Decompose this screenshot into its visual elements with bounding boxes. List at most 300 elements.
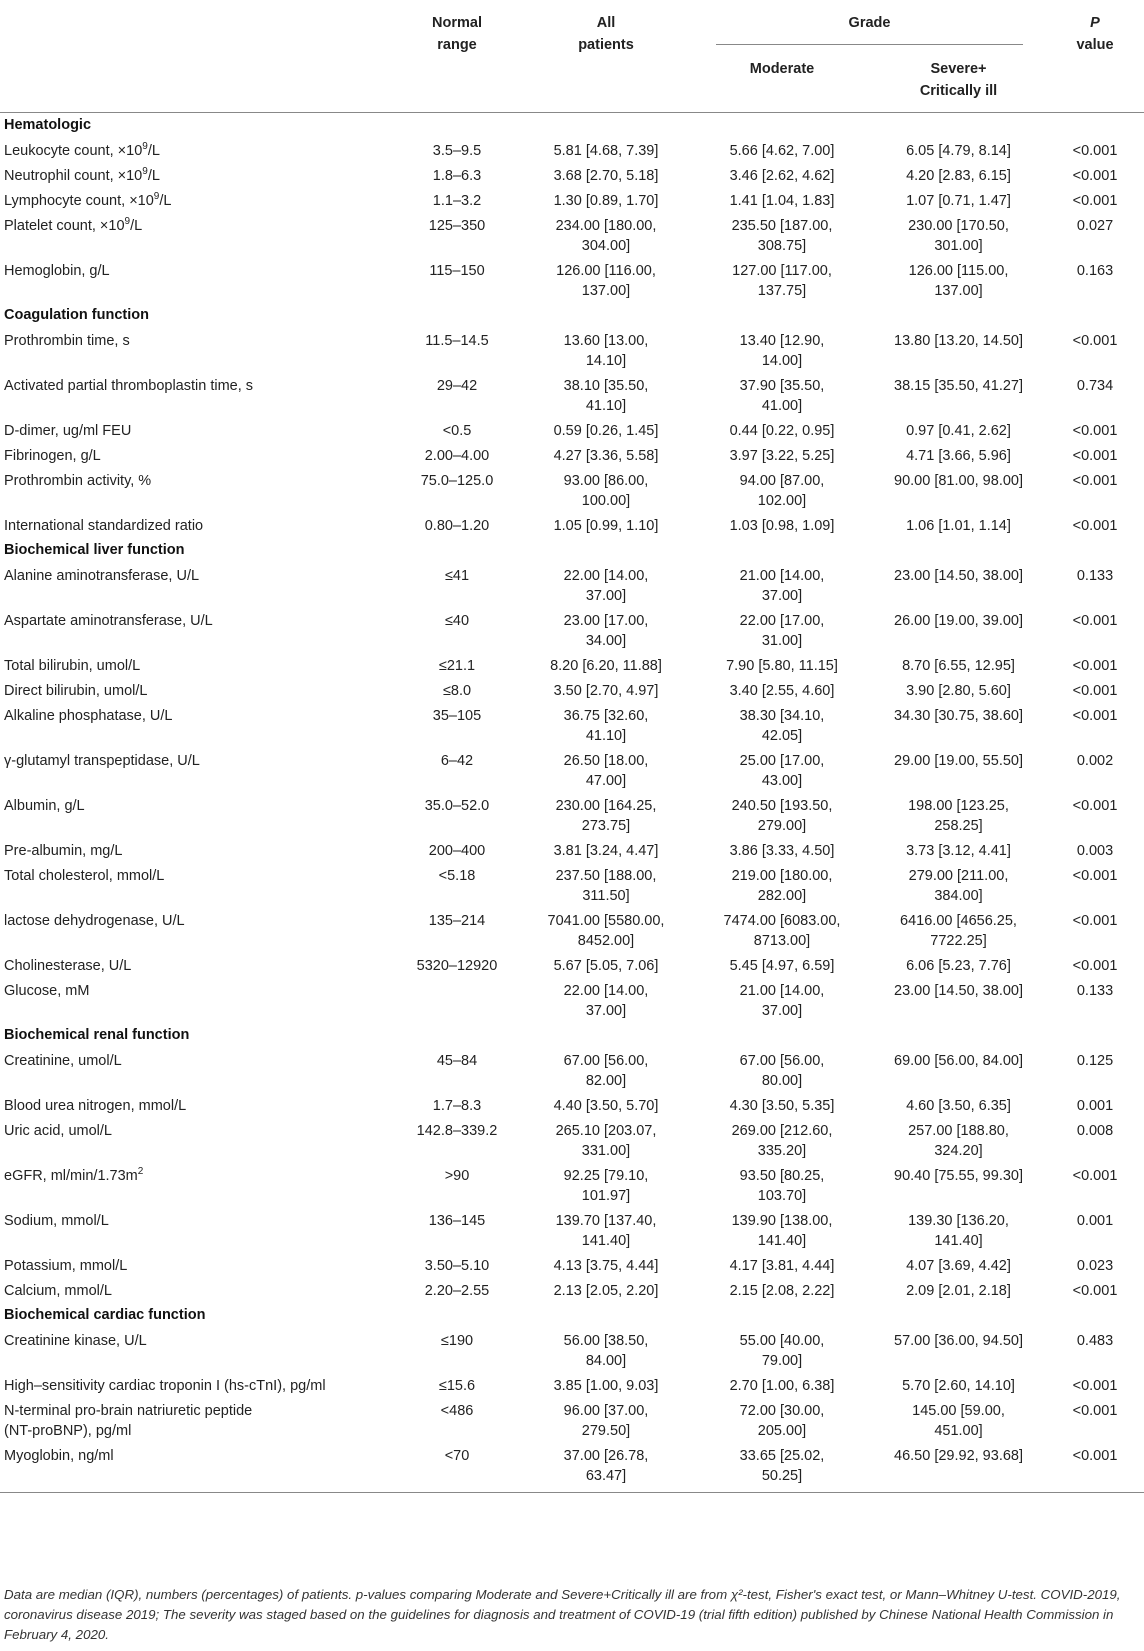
normal-range-cell: 135–214 [428,913,486,929]
normal-range-cell: 35–105 [432,708,482,724]
cell-line: 63.47] [585,1468,627,1484]
table-row [0,908,1144,953]
table-row [0,1253,1144,1278]
all-patients-cell [519,1398,693,1443]
row-label [0,1278,395,1303]
cell-line: 257.00 [188.80, [908,1123,1009,1139]
severe-cell [871,1398,1046,1443]
cell-line: 56.00 [38.50, [563,1333,649,1349]
severe-cell [871,213,1046,258]
moderate-cell [693,793,871,838]
severe-cell [871,678,1046,703]
cell-line: 137.00] [934,283,983,299]
cell-line: 90.00 [81.00, 98.00] [894,473,1023,489]
severe-cell [871,468,1046,513]
normal-range-cell: 200–400 [428,843,486,859]
cell-line: 37.00] [585,1003,627,1019]
cell-line: 126.00 [115.00, [908,263,1009,279]
cell-line: 55.00 [40.00, [739,1333,825,1349]
cell-line: 7.90 [5.80, 11.15] [726,658,838,674]
normal-range-cell: 1.8–6.3 [432,168,482,184]
normal-range-cell: ≤41 [444,568,470,584]
row-label [0,793,395,838]
table-row [0,608,1144,653]
all-patients-cell [519,1208,693,1253]
cell-line: 126.00 [116.00, [556,263,656,279]
all-patients-cell [519,838,693,863]
moderate-cell [693,1278,871,1303]
severe-cell [871,373,1046,418]
header-p-value-line1: P [1090,15,1100,31]
table-row [0,1118,1144,1163]
row-label [0,163,395,188]
cell-line: 2.09 [2.01, 2.18] [906,1283,1011,1299]
cell-line: 96.00 [37.00, [563,1403,649,1419]
cell-line: 31.00] [761,633,803,649]
row-label-text: Platelet count, ×10 [4,218,125,234]
severe-cell [871,188,1046,213]
moderate-cell [693,978,871,1023]
cell-line: 237.50 [188.00, [555,868,657,884]
cell-line: 94.00 [87.00, [739,473,825,489]
all-patients-cell [519,793,693,838]
cell-line: 34.30 [30.75, 38.60] [894,708,1023,724]
table-row [0,1443,1144,1493]
row-label-text: Creatinine kinase, U/L [4,1333,147,1349]
all-patients-cell [519,513,693,538]
row-label [0,468,395,513]
row-label [0,1443,395,1493]
cell-line: 69.00 [56.00, 84.00] [894,1053,1023,1069]
normal-range-cell: 6–42 [440,753,474,769]
row-label [0,608,395,653]
severe-cell [871,563,1046,608]
cell-line: 23.00 [14.50, 38.00] [894,568,1023,584]
row-label [0,703,395,748]
p-value-cell: <0.001 [1072,333,1118,349]
cell-line: 41.10] [585,728,627,744]
p-value-cell: 0.001 [1076,1098,1114,1114]
normal-range-cell: 115–150 [429,263,485,279]
table-row [0,563,1144,608]
row-label [0,653,395,678]
cell-line: 102.00] [757,493,807,509]
moderate-cell [693,213,871,258]
table-row [0,978,1144,1023]
cell-line: 6.06 [5.23, 7.76] [906,958,1011,974]
cell-line: 80.00] [761,1073,803,1089]
p-value-cell: 0.027 [1076,218,1114,234]
header-grade [693,0,1046,55]
row-label [0,1398,395,1443]
row-label-superscript: 9 [142,166,148,178]
cell-line: 0.97 [0.41, 2.62] [906,423,1011,439]
severe-cell [871,138,1046,163]
row-label [0,188,395,213]
cell-line: 230.00 [164.25, [555,798,657,814]
cell-line: 198.00 [123.25, [908,798,1009,814]
cell-line: 25.00 [17.00, [739,753,825,769]
all-patients-cell [519,468,693,513]
row-label-text: Leukocyte count, ×10 [4,143,143,159]
row-label [0,953,395,978]
cell-line: 3.85 [1.00, 9.03] [553,1378,659,1394]
row-label-suffix: /L [147,168,160,184]
section-header-row [0,538,1144,563]
p-value-cell: <0.001 [1072,613,1118,629]
cell-line: 90.40 [75.55, 99.30] [894,1168,1023,1184]
normal-range-cell: 3.5–9.5 [432,143,482,159]
cell-line: 139.90 [138.00, [731,1213,833,1229]
row-label-suffix: /L [159,193,172,209]
table-row [0,163,1144,188]
cell-line: 23.00 [14.50, 38.00] [894,983,1023,999]
p-value-cell: <0.001 [1072,1378,1118,1394]
table-header [0,0,1144,113]
cell-line: 4.13 [3.75, 4.44] [553,1258,659,1274]
cell-line: 41.00] [761,398,803,414]
p-value-cell: <0.001 [1072,423,1118,439]
p-value-cell: <0.001 [1072,1283,1118,1299]
moderate-cell [693,1373,871,1398]
cell-line: 4.71 [3.66, 5.96] [906,448,1011,464]
cell-line: 22.00 [17.00, [739,613,825,629]
moderate-cell [693,608,871,653]
cell-line: 38.15 [35.50, 41.27] [894,378,1023,394]
moderate-cell [693,908,871,953]
severe-cell [871,953,1046,978]
row-label-text: Calcium, mmol/L [4,1283,112,1299]
cell-line: 1.07 [0.71, 1.47] [906,193,1011,209]
normal-range-cell: 45–84 [436,1053,478,1069]
cell-line: 5.81 [4.68, 7.39] [553,143,659,159]
severe-cell [871,1048,1046,1093]
all-patients-cell [519,863,693,908]
cell-line: 139.30 [136.20, [908,1213,1009,1229]
moderate-cell [693,468,871,513]
table-row [0,1208,1144,1253]
row-label [0,138,395,163]
cell-line: 67.00 [56.00, [739,1053,825,1069]
normal-range-cell: >90 [444,1168,470,1184]
severe-cell [871,748,1046,793]
cell-line: 57.00 [36.00, 94.50] [894,1333,1023,1349]
cell-line: 145.00 [59.00, [912,1403,1005,1419]
header-moderate: Moderate [749,61,815,77]
table-row [0,373,1144,418]
cell-line: 93.50 [80.25, [739,1168,825,1184]
cell-line: 308.75] [757,238,807,254]
cell-line: 301.00] [934,238,983,254]
p-value-cell: <0.001 [1072,868,1118,884]
cell-line: 3.97 [3.22, 5.25] [729,448,835,464]
cell-line: 0.44 [0.22, 0.95] [729,423,835,439]
table-row [0,213,1144,258]
moderate-cell [693,513,871,538]
header-grade-label: Grade [716,12,1023,45]
table-row [0,418,1144,443]
table-row [0,188,1144,213]
all-patients-cell [519,1443,693,1493]
cell-line: 22.00 [14.00, [563,983,649,999]
table-row [0,863,1144,908]
all-patients-cell [519,1278,693,1303]
cell-line: 84.00] [585,1353,627,1369]
header-severe-line2: Critically ill [919,83,998,99]
p-value-cell: 0.002 [1076,753,1114,769]
row-label-text: lactose dehydrogenase, U/L [4,913,185,929]
cell-line: 13.60 [13.00, [563,333,649,349]
all-patients-cell [519,1048,693,1093]
cell-line: 92.25 [79.10, [563,1168,649,1184]
normal-range-cell: 136–145 [428,1213,486,1229]
severe-cell [871,443,1046,468]
cell-line: 137.75] [757,283,807,299]
row-label [0,1163,395,1208]
p-value-cell: 0.003 [1076,843,1114,859]
cell-line: 38.10 [35.50, [563,378,649,394]
cell-line: 50.25] [761,1468,803,1484]
severe-cell [871,1208,1046,1253]
cell-line: 38.30 [34.10, [739,708,825,724]
row-label-text: Prothrombin activity, % [4,473,152,489]
cell-line: 46.50 [29.92, 93.68] [894,1448,1023,1464]
cell-line: 282.00] [757,888,807,904]
row-label [0,863,395,908]
p-value-cell: 0.125 [1076,1053,1114,1069]
all-patients-cell [519,138,693,163]
header-normal-range-line1: Normal [432,15,482,31]
row-label-superscript: 9 [153,191,160,203]
p-value-cell: <0.001 [1072,168,1118,184]
cell-line: 103.70] [757,1188,807,1204]
row-label-text: Activated partial thromboplastin time, s [4,378,254,394]
moderate-cell [693,653,871,678]
moderate-cell [693,1118,871,1163]
cell-line: 279.00] [757,818,807,834]
cell-line: 93.00 [86.00, [563,473,649,489]
row-label-text: eGFR, ml/min/1.73m [4,1168,138,1184]
cell-line: 37.00] [761,588,803,604]
cell-line: 127.00 [117.00, [732,263,832,279]
cell-line: 101.97] [581,1188,631,1204]
moderate-cell [693,373,871,418]
cell-line: 141.40] [934,1233,983,1249]
normal-range-cell: 75.0–125.0 [420,473,494,489]
p-value-cell: 0.163 [1076,263,1114,279]
row-label-text: Total cholesterol, mmol/L [4,868,165,884]
cell-line: 13.40 [12.90, [739,333,825,349]
severe-cell [871,1443,1046,1493]
p-value-cell: 0.734 [1076,378,1114,394]
cell-line: 43.00] [761,773,803,789]
normal-range-cell: 35.0–52.0 [424,798,490,814]
cell-line: 311.50] [582,888,630,904]
normal-range-cell: 1.1–3.2 [432,193,482,209]
row-label-text: Albumin, g/L [4,798,85,814]
section-title: Hematologic [4,117,92,133]
normal-range-cell: 2.20–2.55 [424,1283,490,1299]
p-value-cell: <0.001 [1072,193,1118,209]
all-patients-cell [519,563,693,608]
cell-line: 141.40] [581,1233,631,1249]
cell-line: 240.50 [193.50, [731,798,833,814]
row-label-text: International standardized ratio [4,518,204,534]
p-value-cell: <0.001 [1072,658,1118,674]
cell-line: 21.00 [14.00, [739,568,825,584]
cell-line: 273.75] [581,818,631,834]
row-label-text: Uric acid, umol/L [4,1123,112,1139]
cell-line: 37.90 [35.50, [739,378,825,394]
moderate-cell [693,188,871,213]
table-row [0,1278,1144,1303]
all-patients-cell [519,1253,693,1278]
cell-line: 37.00] [761,1003,803,1019]
row-label-text: Prothrombin time, s [4,333,130,349]
row-label-superscript: 2 [137,1166,144,1178]
p-value-cell: <0.001 [1072,708,1118,724]
cell-line: 2.15 [2.08, 2.22] [729,1283,835,1299]
cell-line: 7041.00 [5580.00, [547,913,665,929]
row-label [0,258,395,303]
severe-cell [871,418,1046,443]
row-label-text: Direct bilirubin, umol/L [4,683,148,699]
cell-line: 279.50] [581,1423,631,1439]
normal-range-cell: 125–350 [428,218,486,234]
p-value-cell: 0.133 [1076,568,1114,584]
severe-cell [871,1163,1046,1208]
table-body [0,113,1144,1493]
cell-line: 279.00 [211.00, [908,868,1009,884]
normal-range-cell: 29–42 [436,378,478,394]
table-row [0,1048,1144,1093]
all-patients-cell [519,443,693,468]
cell-line: 335.20] [757,1143,807,1159]
row-label [0,513,395,538]
all-patients-cell [519,703,693,748]
row-label-suffix: /L [147,143,160,159]
row-label-text: Total bilirubin, umol/L [4,658,141,674]
cell-line: 3.46 [2.62, 4.62] [729,168,835,184]
cell-line: 7474.00 [6083.00, [723,913,841,929]
section-title: Biochemical renal function [4,1027,190,1043]
cell-line: 4.40 [3.50, 5.70] [553,1098,659,1114]
row-label [0,443,395,468]
cell-line: 41.10] [585,398,627,414]
header-normal-range [395,0,519,111]
moderate-cell [693,563,871,608]
row-label [0,1118,395,1163]
all-patients-cell [519,653,693,678]
p-value-cell: <0.001 [1046,1443,1144,1493]
cell-line: 14.10] [585,353,627,369]
cell-line: 22.00 [14.00, [563,568,649,584]
moderate-cell [693,748,871,793]
header-severe-line1: Severe+ [930,61,987,77]
moderate-cell [693,838,871,863]
severe-cell [871,978,1046,1023]
cell-line: 26.50 [18.00, [563,753,649,769]
all-patients-cell [519,1118,693,1163]
cell-line: 3.90 [2.80, 5.60] [906,683,1011,699]
severe-cell [871,1093,1046,1118]
moderate-cell [693,1093,871,1118]
cell-line: 37.00] [585,588,627,604]
row-label-text: Alanine aminotransferase, U/L [4,568,200,584]
p-value-cell: <0.001 [1072,518,1118,534]
row-label-text: Potassium, mmol/L [4,1258,128,1274]
normal-range-cell: <70 [395,1443,519,1493]
row-label-superscript: 9 [142,141,148,153]
p-value-cell: <0.001 [1072,473,1118,489]
p-value-cell: 0.023 [1076,1258,1114,1274]
row-label-text: D-dimer, ug/ml FEU [4,423,132,439]
moderate-cell [693,443,871,468]
header-all-patients [519,0,693,111]
cell-line: 1.30 [0.89, 1.70] [553,193,659,209]
normal-range-cell: 0.80–1.20 [424,518,490,534]
table-row [0,838,1144,863]
section-title: Coagulation function [4,307,149,323]
row-label [0,373,395,418]
moderate-cell [693,328,871,373]
cell-line: 34.00] [585,633,627,649]
normal-range-cell: 2.00–4.00 [424,448,490,464]
cell-line: 5.66 [4.62, 7.00] [729,143,835,159]
moderate-cell [693,703,871,748]
row-label-text: Neutrophil count, ×10 [4,168,143,184]
all-patients-cell [519,908,693,953]
severe-cell [871,838,1046,863]
p-value-cell: 0.001 [1076,1213,1114,1229]
cell-line: 235.50 [187.00, [731,218,833,234]
all-patients-cell [519,953,693,978]
cell-line: 1.41 [1.04, 1.83] [729,193,835,209]
cell-line: 5.45 [4.97, 6.59] [729,958,835,974]
table-row [0,1373,1144,1398]
cell-line: 141.40] [757,1233,807,1249]
severe-cell [871,908,1046,953]
row-label [0,1253,395,1278]
moderate-cell [693,1398,871,1443]
moderate-cell [693,1048,871,1093]
p-value-cell: <0.001 [1072,958,1118,974]
row-label [0,1373,395,1398]
cell-line: 37.00 [26.78, [563,1448,649,1464]
cell-line: 36.75 [32.60, [563,708,649,724]
cell-line: 8.20 [6.20, 11.88] [550,658,662,674]
table-row [0,328,1144,373]
p-value-cell: 0.008 [1076,1123,1114,1139]
moderate-cell [693,678,871,703]
normal-range-cell: <486 [440,1403,474,1419]
cell-line: 21.00 [14.00, [739,983,825,999]
normal-range-cell: 5320–12920 [416,958,498,974]
all-patients-cell [519,213,693,258]
row-label-text: Alkaline phosphatase, U/L [4,708,173,724]
cell-line: 67.00 [56.00, [563,1053,649,1069]
row-label [0,678,395,703]
row-label-text: Creatinine, umol/L [4,1053,122,1069]
p-value-cell: <0.001 [1072,448,1118,464]
table-footnote: Data are median (IQR), numbers (percentages) of patients. p-values comparing Moderate and Severe+Critically ill are from χ²-test, Fisher's exact test, or Mann–Whitney U-test. COVID-2019, coronavirus disease 2019; The severity was staged based on the guidelines for diagnosis and treatment of COVID-19 (trial fifth edition) published by Chinese National Health Commission in February 4, 2020. [4,1587,1121,1642]
header-severe [871,55,1046,111]
cell-line: 13.80 [13.20, 14.50] [894,333,1023,349]
cell-line: 72.00 [30.00, [739,1403,825,1419]
all-patients-cell [519,188,693,213]
all-patients-cell [519,608,693,653]
cell-line: 324.20] [934,1143,983,1159]
